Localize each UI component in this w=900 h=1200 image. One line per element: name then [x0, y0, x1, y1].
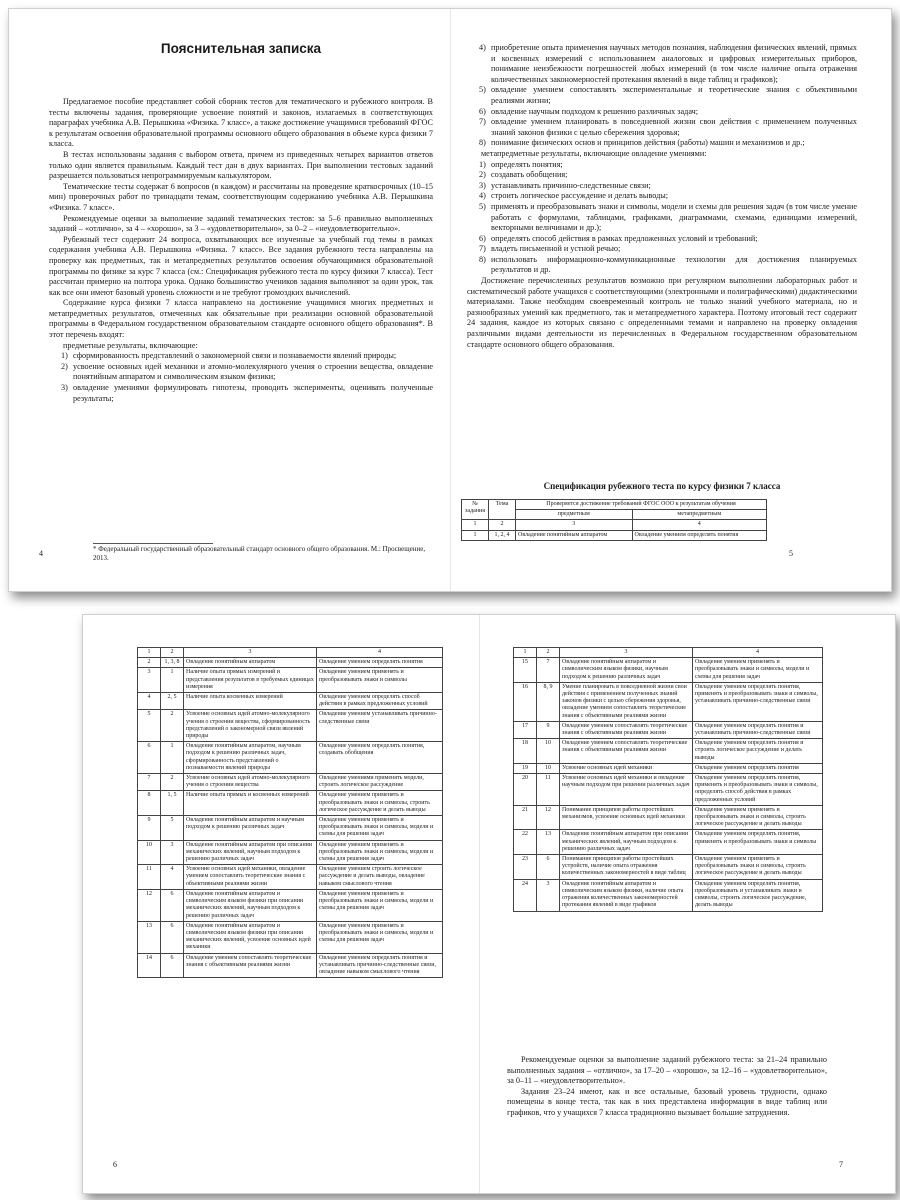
- cell-theme: 6: [161, 921, 184, 953]
- cell-theme: 13: [537, 830, 560, 855]
- cell-theme: 2: [161, 710, 184, 742]
- page-4-text: [49, 97, 433, 404]
- cell-theme: 6: [161, 953, 184, 978]
- list-item: 2) усвоение основных идей механики и атомно-молекулярного учения о строении вещества, овладение понятийным аппаратом и символическим языком физики;: [61, 361, 433, 382]
- spec-table-continued: [137, 647, 443, 978]
- cell-number: 10: [138, 840, 161, 865]
- cell-theme: 6: [537, 855, 560, 880]
- list-item: 4) приобретение опыта применения научных методов познания, наблюдения физических явлений, прямых и косвенных измерений с использованием аналоговых и цифровых измерительных приборов, понимание неизбежности погрешностей любых измерений (в том числе наличие опыта отражения количественных закономерностей протекания явлений в виде таблиц и графиков);: [479, 43, 857, 84]
- cell-subject: Усвоение основных идей механики и овладение научным подходом при решении различных задач: [560, 774, 693, 806]
- gutter-line: [450, 9, 451, 591]
- footnote: * Федеральный государственный образовательный стандарт основного общего образования. М.: Просвещение, 2013.: [93, 545, 426, 562]
- cell-theme: 10: [537, 763, 560, 773]
- col-header-subject: предметным: [516, 510, 633, 520]
- col-header-meta: метапредметным: [632, 510, 766, 520]
- cell-number: 7: [138, 774, 161, 791]
- cell-number: 3: [138, 668, 161, 693]
- table-row: [138, 710, 443, 742]
- col-number: 2: [161, 648, 184, 658]
- page-4: [39, 9, 433, 591]
- table-row: [138, 693, 443, 710]
- cell-subject: Овладение умением сопоставлять теоретические знания с объективными реалиями жизни: [560, 721, 693, 738]
- cell-meta: Овладение умением применять и преобразовывать знаки и символы, модели и схемы для решения задач: [693, 658, 823, 683]
- cell-meta: Овладение умением определять понятия, применять и преобразовывать знаки и символы: [693, 830, 823, 855]
- cell-theme: 2: [161, 774, 184, 791]
- cell-number: 20: [514, 774, 537, 806]
- cell-meta: Овладение умением применять и преобразовывать знаки и символы, модели и схемы для решения задач: [317, 816, 443, 841]
- cell-meta: Овладение умениями применять модели, строить логическое рассуждение: [317, 774, 443, 791]
- list-item: 6) овладение научным подходом к решению различных задач;: [479, 106, 699, 116]
- cell-theme: 1, 2, 4: [489, 530, 516, 540]
- col-number: 1: [138, 648, 161, 658]
- col-number: 3: [516, 520, 633, 530]
- spec-table: [461, 499, 767, 541]
- list-item: 4) строить логическое рассуждение и делать выводы;: [479, 191, 669, 201]
- paragraph: Задания 23–24 имеют, как и все остальные, базовый уровень трудности, однако помещены в конце теста, так как в них представлена информация в виде таблиц или графиков, что у учащихся 7 класса традиционно вызывает большие затруднения.: [507, 1086, 827, 1117]
- cell-subject: Умение планировать в повседневной жизни свои действия с применением полученных знаний законов физики с целью сбережения здоровья, овладение умением сопоставлять теоретические знания с объективными реалиями жизни: [560, 682, 693, 721]
- cell-theme: 9: [537, 721, 560, 738]
- page-number: 7: [839, 1160, 843, 1169]
- table-row: [138, 889, 443, 921]
- cell-subject: Усвоение основных идей атомно-молекулярного учения о строении вещества, сформированность представлений о закономерной связи явлений природы: [184, 710, 317, 742]
- col-number: 4: [632, 520, 766, 530]
- page-number: 5: [789, 549, 793, 558]
- cell-theme: 5: [161, 816, 184, 841]
- cell-theme: 6: [161, 889, 184, 921]
- list-item: 2) создавать обобщения;: [479, 170, 568, 180]
- table-row: [138, 840, 443, 865]
- cell-meta: Овладение умением определять понятия, преобразовывать и устанавливать знаки и символы, строить логическое рассуждение, делать выводы: [693, 879, 823, 911]
- cell-number: 14: [138, 953, 161, 978]
- col-number: 1: [514, 648, 537, 658]
- book-spread-top: [8, 8, 892, 592]
- book-spread-bottom: [82, 614, 896, 1194]
- paragraph: В тестах использованы задания с выбором ответа, причем из приведенных четырех вариантов ответов только один является правильным. Каждый тест дан в двух вариантах. При выполнении тестовых заданий разрешается пользоваться непрограммируемым калькулятором.: [49, 149, 433, 181]
- cell-subject: Наличие опыта прямых и косвенных измерений: [184, 791, 317, 816]
- table-row: [514, 805, 823, 830]
- cell-subject: Овладение понятийным аппаратом и символическим языком физики, наличие опыта отражения количественных закономерностей протекания явлений в виде графиков: [560, 879, 693, 911]
- cell-theme: 1: [161, 668, 184, 693]
- spec-table-continued: [513, 647, 823, 912]
- col-number: 2: [489, 520, 516, 530]
- cell-meta: Овладение умением применять и преобразовывать знаки и символы, строить логическое рассуждение и делать выводы: [317, 791, 443, 816]
- col-number: 3: [560, 648, 693, 658]
- cell-number: 11: [138, 865, 161, 890]
- cell-meta: Овладение умением определять понятия, применять и преобразовывать знаки и символы, устанавливать причинно-следственные связи: [693, 682, 823, 721]
- table-row: [138, 774, 443, 791]
- cell-meta: Овладение умением определять способ действия в рамках предложенных условий: [317, 693, 443, 710]
- cell-number: 22: [514, 830, 537, 855]
- paragraph: предметные результаты, включающие:: [63, 340, 198, 350]
- cell-meta: Овладение умением применять и преобразовывать знаки и символы, строить логическое рассуждение и делать выводы: [693, 855, 823, 880]
- table-row: [138, 865, 443, 890]
- cell-subject: Овладение понятийным аппаратом, научным подходом к решению различных задач, сформированность представлений о познаваемости явлений природы: [184, 742, 317, 774]
- cell-subject: Овладение умением сопоставлять теоретические знания с объективными реалиями жизни: [560, 739, 693, 764]
- paragraph: Рекомендуемые оценки за выполнение заданий рубежного теста: за 21–24 правильно выполненных задания – «отлично», за 17–20 – «хорошо», за 12–16 – «удовлетворительно», за 0–11 – «неудовлетворительно».: [507, 1055, 827, 1086]
- cell-subject: Наличие опыта косвенных измерений: [184, 693, 317, 710]
- cell-meta: Овладение умением определять понятия и устанавливать причинно-следственные связи: [693, 721, 823, 738]
- cell-meta: Овладение умением определять понятия и строить логическое рассуждение и делать выводы: [693, 739, 823, 764]
- cell-number: 9: [138, 816, 161, 841]
- gutter-line: [479, 615, 480, 1193]
- paragraph: метапредметные результаты, включающие овладение умениями:: [481, 148, 707, 158]
- table-row: [138, 658, 443, 668]
- page-7-text: [507, 1055, 827, 1119]
- cell-subject: Усвоение основных идей механики, овладение умением сопоставлять теоретические знания с объективными реалиями жизни: [184, 865, 317, 890]
- table-row: [514, 682, 823, 721]
- cell-subject: Наличие опыта прямых измерений и представления результатов в требуемых единицах измерения: [184, 668, 317, 693]
- cell-number: 1: [462, 530, 489, 540]
- cell-subject: Усвоение основных идей атомно-молекулярного учения о строении вещества: [184, 774, 317, 791]
- cell-meta: Овладение умением определять понятия: [693, 763, 823, 773]
- paragraph: Предлагаемое пособие представляет собой сборник тестов для тематического и рубежного контроля. В тесты включены задания, проверяющие усвоение понятий и законов, излагаемых в соответствующих параграфах учебника А.В. Перышкина «Физика. 7 класс», а также достижение учащимися требований ФГОС к результатам освоения образовательной программы основного общего образования в объеме курса физики 7 класса.: [49, 97, 433, 149]
- cell-theme: 12: [537, 805, 560, 830]
- paragraph: Рекомендуемые оценки за выполнение заданий тематических тестов: за 5–6 правильно выполненных заданий – «отлично», за 4 – «хорошо», за 3 – «удовлетворительно», за 0–2 – «неудовлетворительно».: [49, 213, 433, 234]
- list-item: 6) определять способ действия в рамках предложенных условий и требований;: [479, 233, 758, 243]
- cell-subject: Овладение понятийным аппаратом: [516, 530, 633, 540]
- cell-meta: Овладение умением определять понятия: [317, 658, 443, 668]
- cell-number: 23: [514, 855, 537, 880]
- cell-theme: 1: [161, 742, 184, 774]
- list-item: 5) применять и преобразовывать знаки и символы, модели и схемы для решения задач (в том числе умение работать с формулами, таблицами, графиками, диаграммами, схемами, единицами измерений, векторными величинами и др.);: [479, 201, 857, 233]
- cell-number: 16: [514, 682, 537, 721]
- cell-subject: Овладение понятийным аппаратом и научным подходом к решению различных задач: [184, 816, 317, 841]
- col-number: 2: [537, 648, 560, 658]
- table-row: [514, 739, 823, 764]
- cell-theme: 4: [161, 865, 184, 890]
- list-item: 3) овладение умениями формулировать гипотезы, проводить эксперименты, оценивать полученные результаты;: [61, 383, 433, 403]
- list-item: 5) овладение умением сопоставлять экспериментальные и теоретические знания с объективными реалиями жизни;: [479, 85, 857, 105]
- col-number: 3: [184, 648, 317, 658]
- page-number: 6: [113, 1160, 117, 1169]
- cell-meta: Овладение умением применять и преобразовывать знаки и символы, строить логическое рассуждение и делать выводы: [693, 805, 823, 830]
- cell-number: 15: [514, 658, 537, 683]
- col-number: 1: [462, 520, 489, 530]
- cell-number: 19: [514, 763, 537, 773]
- list-item: 7) владеть письменной и устной речью;: [479, 244, 621, 254]
- page-6: [113, 615, 447, 1193]
- cell-number: 24: [514, 879, 537, 911]
- list-item: 8) понимание физических основ и принципов действия (работы) машин и механизмов и др.;: [479, 138, 805, 148]
- col-header-number: № задания: [462, 500, 489, 520]
- spec-title: Спецификация рубежного теста по курсу физики 7 класса: [543, 481, 781, 491]
- cell-theme: 7: [537, 658, 560, 683]
- col-number: 4: [317, 648, 443, 658]
- table-row: [138, 668, 443, 693]
- cell-number: 21: [514, 805, 537, 830]
- cell-subject: Овладение понятийным аппаратом и символическим языком физики, научным подходом к решению различных задач: [560, 658, 693, 683]
- page-5: [467, 9, 857, 591]
- table-row: [514, 658, 823, 683]
- cell-meta: Овладение умением применять и преобразовывать знаки и символы, модели и схемы для решения задач: [317, 840, 443, 865]
- table-row: [138, 742, 443, 774]
- cell-theme: 1, 3, 8: [161, 658, 184, 668]
- page-5-text: [467, 43, 857, 350]
- cell-theme: 3: [537, 879, 560, 911]
- cell-subject: Овладение умением сопоставлять теоретические знания с объективными реалиями жизни: [184, 953, 317, 978]
- cell-theme: 2, 5: [161, 693, 184, 710]
- cell-meta: Овладение умением строить логическое рассуждение и делать выводы, овладение навыком смыслового чтения: [317, 865, 443, 890]
- page-7: [507, 615, 843, 1193]
- cell-number: 6: [138, 742, 161, 774]
- cell-theme: 10: [537, 739, 560, 764]
- table-row: [138, 791, 443, 816]
- cell-subject: Понимание принципов работы простейших механизмов, усвоение основных идей механики: [560, 805, 693, 830]
- list-item: 8) использовать информационно-коммуникационные технологии для достижения планируемых результатов и др.: [479, 254, 857, 275]
- table-row: [514, 721, 823, 738]
- cell-meta: Овладение умением устанавливать причинно-следственные связи: [317, 710, 443, 742]
- table-row: [514, 879, 823, 911]
- cell-number: 2: [138, 658, 161, 668]
- cell-theme: 1, 5: [161, 791, 184, 816]
- cell-number: 17: [514, 721, 537, 738]
- col-header-theme: Тема: [489, 500, 516, 520]
- cell-subject: Овладение понятийным аппаратом и символическим языком физики при описании механических явлений, усвоение основных идей механики: [184, 921, 317, 953]
- table-row: [138, 953, 443, 978]
- cell-meta: Овладение умением применять и преобразовывать знаки и символы, модели и схемы для решения задач: [317, 921, 443, 953]
- col-number: 4: [693, 648, 823, 658]
- page-number: 4: [39, 549, 43, 558]
- cell-subject: Овладение понятийным аппаратом: [184, 658, 317, 668]
- table-row: [138, 921, 443, 953]
- cell-meta: Овладение умением определять понятия, применять и преобразовывать знаки и символы, определять способ действия в рамках предложенных условий: [693, 774, 823, 806]
- table-row: [462, 530, 767, 540]
- cell-subject: Овладение понятийным аппаратом при описании механических явлений, научным подходом к решению различных задач: [184, 840, 317, 865]
- cell-subject: Усвоение основных идей механики: [560, 763, 693, 773]
- footnote-rule: [93, 543, 213, 544]
- cell-number: 4: [138, 693, 161, 710]
- cell-number: 8: [138, 791, 161, 816]
- page-title: Пояснительная записка: [160, 41, 322, 56]
- cell-subject: Овладение понятийным аппаратом при описании механических явлений, научным подходом к решению различных задач: [560, 830, 693, 855]
- paragraph: Тематические тесты содержат 6 вопросов (в каждом) и рассчитаны на проведение краткосрочных (10–15 мин) проверочных работ по тринадцати темам, соответствующим содержанию учебника А.В. Перышкина «Физика. 7 класс».: [49, 181, 433, 212]
- cell-theme: 8, 9: [537, 682, 560, 721]
- cell-theme: 3: [161, 840, 184, 865]
- table-row: [514, 774, 823, 806]
- col-header-group: Проверяется достижение требований ФГОС ООО к результатам обучения: [516, 500, 767, 510]
- cell-number: 18: [514, 739, 537, 764]
- cell-number: 13: [138, 921, 161, 953]
- list-item: 7) овладение умением планировать в повседневной жизни свои действия с применением полученных знаний законов физики с целью сбережения здоровья;: [479, 117, 857, 137]
- list-item: 3) устанавливать причинно-следственные связи;: [479, 180, 651, 190]
- table-row: [138, 816, 443, 841]
- list-item: 1) определять понятия;: [479, 159, 563, 169]
- cell-meta: Овладение умением определять понятия: [632, 530, 766, 540]
- table-row: [514, 830, 823, 855]
- paragraph: Рубежный тест содержит 24 вопроса, охватывающих все изученные за учебный год темы в рамках содержания учебника А.В. Перышкина «Физика. 7 класс». Все задания рубежного теста направлены на проверку как предметных, так и метапредметных результатов освоения обучающимися образовательной программы по физике за курс 7 класса (см.: Спецификация рубежного теста по курсу физики 7 класса). Тест рассчитан примерно на полтора урока. Однако большинство учеников задания выполняют за один урок, так как все они имеют базовый уровень сложности и не требуют громоздких вычислений.: [49, 234, 433, 297]
- cell-meta: Овладение умением определять понятия и устанавливать причинно-следственные связи, овладение навыком смыслового чтения: [317, 953, 443, 978]
- cell-subject: Овладение понятийным аппаратом и символическим языком физики при описании механических явлений, научным подходом к решению различных задач: [184, 889, 317, 921]
- cell-theme: 11: [537, 774, 560, 806]
- paragraph: Достижение перечисленных результатов возможно при регулярном выполнении лабораторных работ и систематической работе учащихся с соответствующими (электронными и полиграфическими) дидактическими материалами. Также необходим своевременный контроль не только знаний учебного материала, но и разнообразных умений как предметного, так и метапредметного характера. Поэтому итоговый тест содержит 24 задания, каждое из которых связано с определенными темами и направлено на проверку овладения различными видами деятельности из перечисленных в Федеральном государственном образовательном стандарте основного общего образования.: [467, 276, 857, 349]
- cell-number: 5: [138, 710, 161, 742]
- cell-meta: Овладение умением применять и преобразовывать знаки и символы, модели и схемы для решения задач: [317, 889, 443, 921]
- cell-subject: Понимание принципов работы простейших устройств, наличие опыта отражения количественных закономерностей в виде таблиц: [560, 855, 693, 880]
- table-row: [514, 763, 823, 773]
- cell-meta: Овладение умением применять и преобразовывать знаки и символы: [317, 668, 443, 693]
- table-row: [514, 855, 823, 880]
- paragraph: Содержание курса физики 7 класса направлено на достижение учащимися многих предметных и метапредметных результатов, отмеченных как обязательные при реализации основной образовательной программы в Федеральном государственном образовательном стандарте основного общего образования*. В этот перечень входят:: [49, 298, 433, 340]
- list-item: 1) сформированность представлений о закономерной связи и познаваемости явлений природы;: [61, 351, 397, 361]
- cell-number: 12: [138, 889, 161, 921]
- cell-meta: Овладение умением определять понятия, создавать обобщения: [317, 742, 443, 774]
